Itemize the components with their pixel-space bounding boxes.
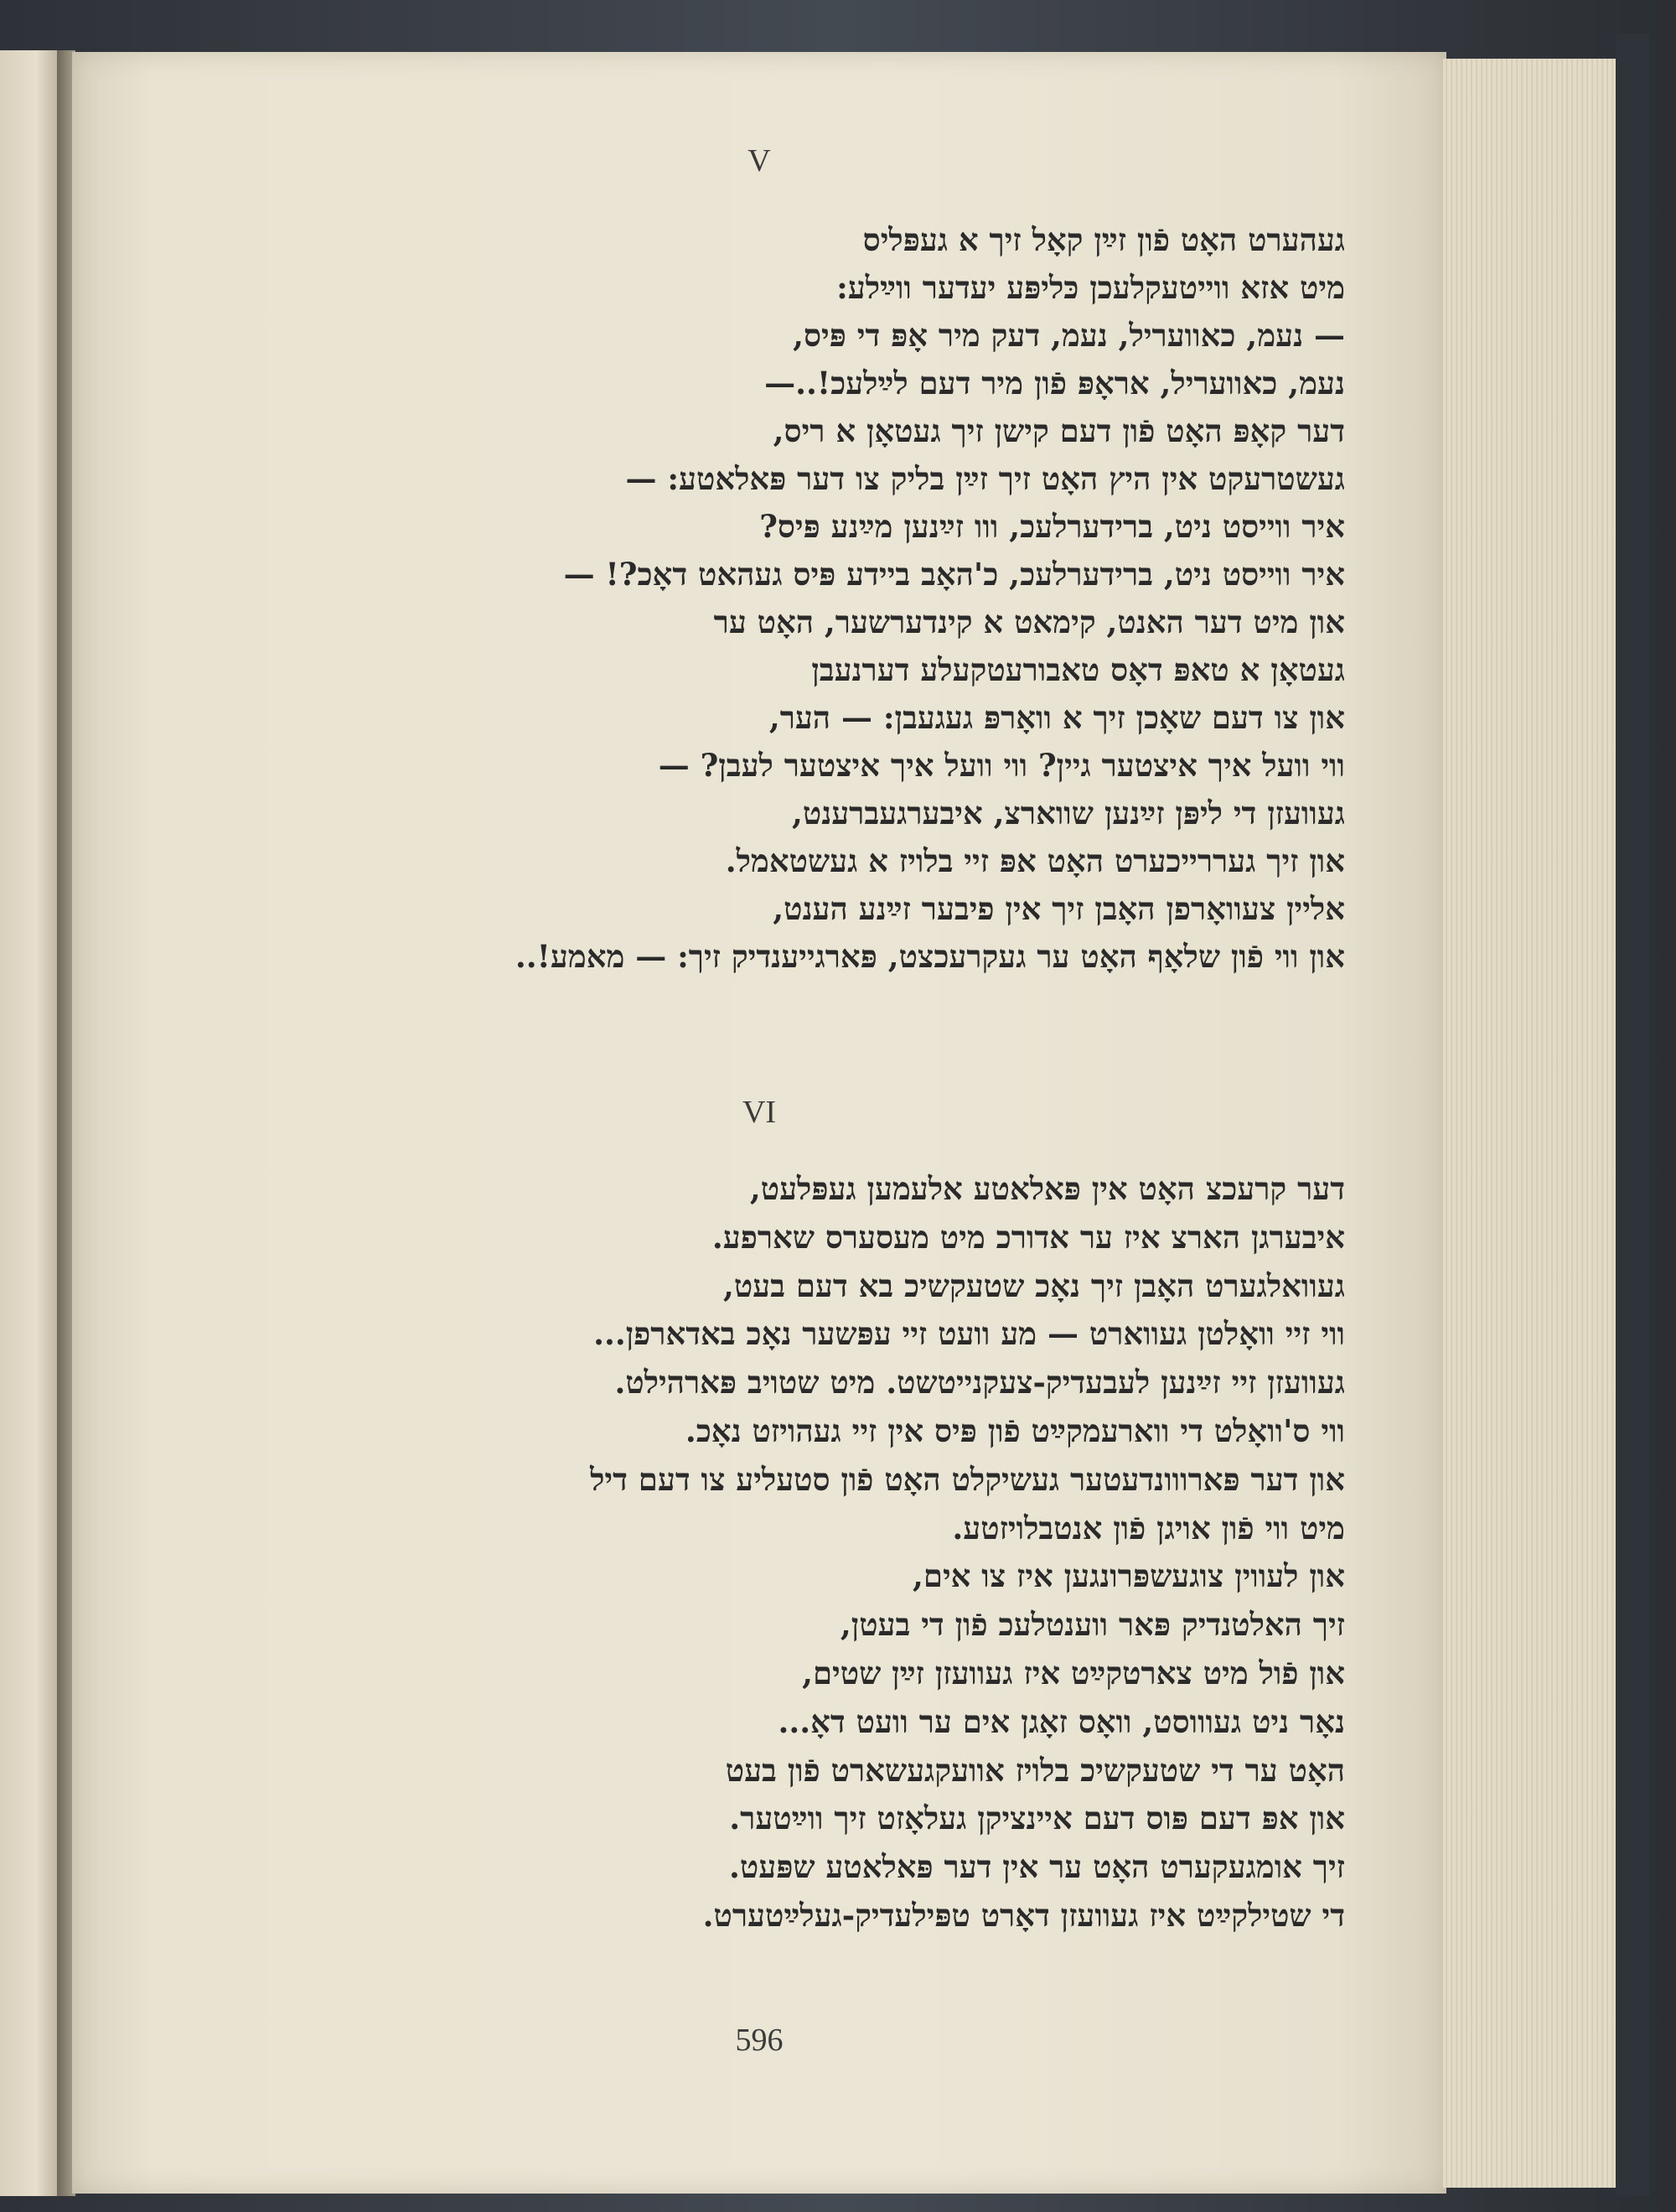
poem-line: נעמ, כאוועריל, אראָפּ פֿון מיר דעם לײַלעכ!..— xyxy=(764,365,1345,401)
poem-line: דער קאָפּ האָט פֿון דעם קישן זיך געטאָן א ריס, xyxy=(773,412,1345,449)
poem-line: געוועזן די ליפּן זײַנען שווארצ, איבערגעברענט, xyxy=(791,795,1345,831)
poem-line: אליין צעוואָרפן האָבן זיך אין פיבער זײַנע הענט, xyxy=(773,890,1345,927)
poem-line: און זיך געררייכערט האָט אפּ זיי בלויז א געשטאמל. xyxy=(725,842,1345,879)
poem-line: און מיט דער האנט, קימאט א קינדערשער, האָט ער xyxy=(713,604,1345,640)
book-cover-edge xyxy=(1616,34,1649,2196)
poem-line: איר ווייסט ניט, ברידערלעכ, כ'האָב ביידע פּיס געהאט דאָכ?! — xyxy=(563,556,1345,593)
section-heading-vi: VI xyxy=(742,1095,777,1130)
poem-line: און ווי פֿון שלאָף האָט ער געקרעכצט, פּארגייענדיק זיך: — מאמע!.. xyxy=(515,938,1345,975)
left-page-edge xyxy=(0,50,60,2196)
poem-line: און לעווין צוגעשפּרונגען איז צו אים, xyxy=(912,1557,1345,1595)
page-number: 596 xyxy=(735,2023,784,2058)
poem-line: זיך אומגעקערט האָט ער אין דער פּאלאטע שפּעט. xyxy=(729,1848,1345,1886)
poem-section-v xyxy=(189,216,1345,981)
poem-line: דער קרעכצ האָט אין פּאלאטע אלעמען געפּלעט, xyxy=(749,1170,1345,1207)
poem-line: נאָר ניט געוווסט, וואָס זאָגן אים ער וועט דאָ... xyxy=(778,1702,1345,1740)
poem-line: געוועזן זיי זײַנען לעבעדיק-צעקנייטשט. מיט שטויב פּארהילט. xyxy=(614,1364,1345,1401)
poem-line: און צו דעם שאָכן זיך א וואָרפּ געגעבן: — הער, xyxy=(768,699,1345,736)
poem-line: די שטילקײַט איז געוועזן דאָרט טפּילעדיק-געלײַטערט. xyxy=(702,1896,1345,1934)
poem-line: מיט ווי פֿון אויגן פֿון אנטבלויזטע. xyxy=(952,1509,1345,1546)
poem-section-vi xyxy=(189,1165,1345,1940)
section-heading-v: V xyxy=(747,143,771,179)
poem-line: איר ווייסט ניט, ברידערלעכ, ווו זײַנען מײַנע פּיס? xyxy=(759,508,1345,545)
poem-line: געוואלגערט האָבן זיך נאָכ שטעקשיכ בא דעם בעט, xyxy=(722,1267,1345,1304)
poem-line: געטאָן א טאפּ דאָס טאבורעטקעלע דערנעבן xyxy=(811,651,1345,688)
poem-line: מיט אזא ווייטעקלעכן כּליפּע יעדער ווײַלע: xyxy=(836,269,1345,306)
poem-line: זיך האלטנדיק פּאר ווענטלעכ פֿון די בעטן, xyxy=(840,1606,1345,1644)
poem-line: און דער פּארווונדעטער געשיקלט האָט פֿון סטעליע צו דעם דיל xyxy=(590,1460,1345,1498)
poem-line: ווי ס'וואָלט די ווארעמקײַט פֿון פּיס אין זיי געהויזט נאָכ. xyxy=(685,1412,1345,1449)
poem-line: — נעמ, כאוועריל, נעמ, דעק מיר אָפּ די פּיס, xyxy=(793,317,1345,354)
poem-line: און פֿול מיט צארטקײַט איז געוועזן זײַן שטים, xyxy=(802,1654,1345,1691)
poem-line: געשטרעקט אין היץ האָט זיך זײַן בליק צו דער פּאלאטע: — xyxy=(625,460,1345,497)
poem-line: און אפּ דעם פּוס דעם איינציקן געלאָזט זיך ווײַטער. xyxy=(729,1800,1345,1837)
poem-line: געהערט האָט פֿון זײַן קאָל זיך א געפּליס xyxy=(862,221,1345,258)
page-edges-stack xyxy=(1443,59,1620,2188)
poem-line: האָט ער די שטעקשיכ בלויז אוועקגעשארט פֿון בעט xyxy=(725,1751,1345,1789)
poem-line: ווי וועל איך איצטער גיין? ווי וועל איך איצטער לעבן? — xyxy=(658,747,1345,784)
poem-line: ווי זיי וואָלטן געווארט — מע וועט זיי עפּשער נאָכ באדארפן... xyxy=(593,1315,1345,1353)
poem-line: איבערגן הארצ איז ער אדורכ מיט מעסערס שארפע. xyxy=(711,1218,1345,1256)
